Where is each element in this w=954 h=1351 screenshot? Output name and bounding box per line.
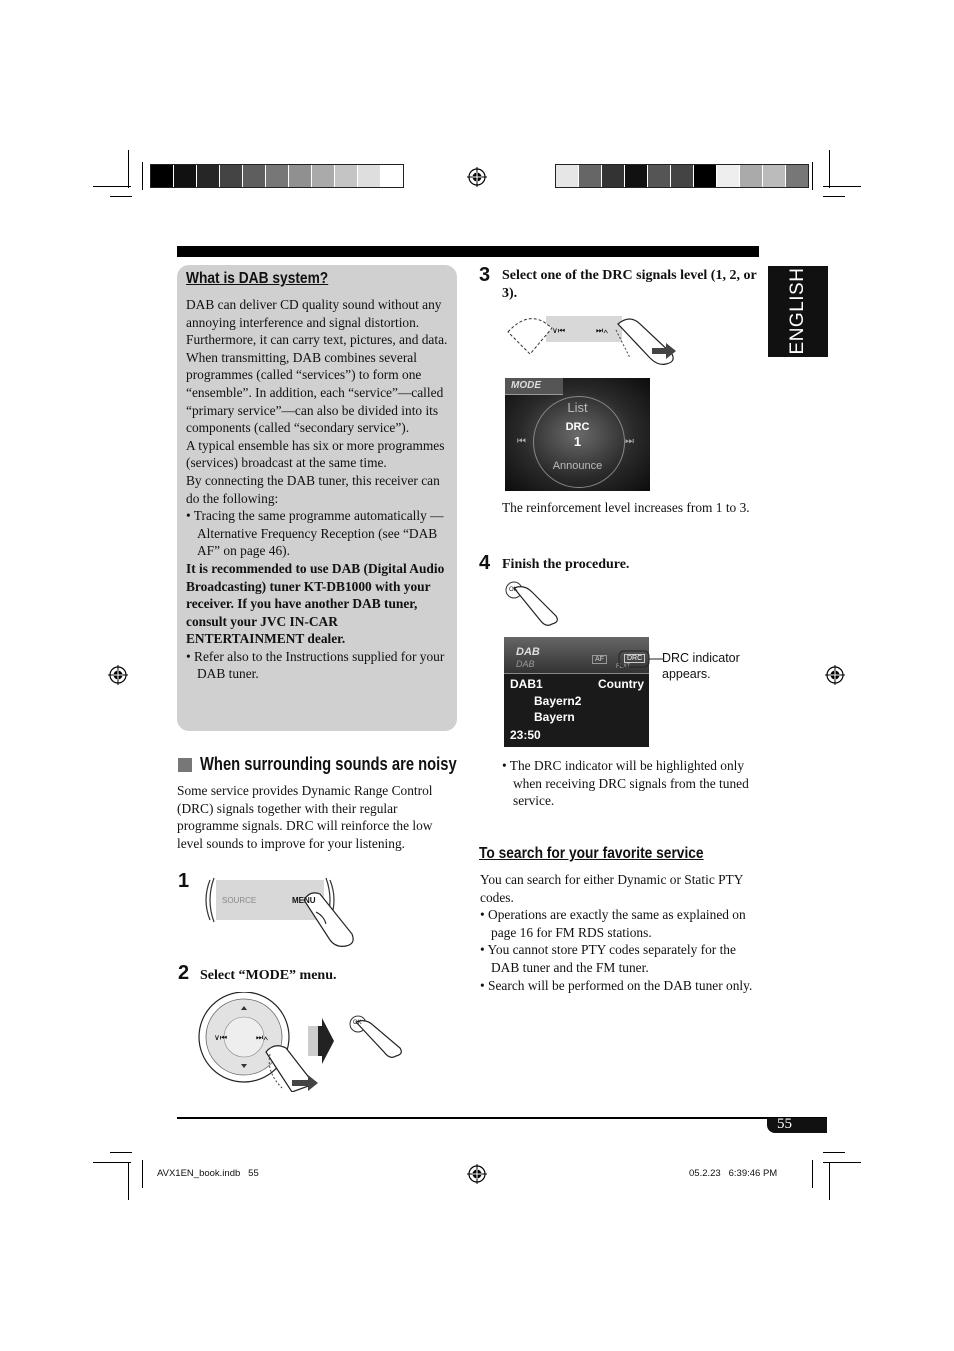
- skip-buttons-illustration: [500, 310, 690, 370]
- step-4-text: Finish the procedure.: [502, 557, 630, 572]
- step-2-number: 2: [178, 962, 190, 984]
- source-menu-button-illustration: [200, 872, 360, 952]
- source-button-label: SOURCE: [222, 896, 257, 905]
- mode-screen: [505, 378, 650, 491]
- menu-button-label: MENU: [292, 896, 316, 905]
- dab-box-title: What is DAB system?: [186, 270, 329, 287]
- crop-mark: [823, 1152, 845, 1153]
- dab-bullet: • Tracing the same programme automatically —Alternative Frequency Reception (see “DAB AF” on page 46).: [186, 508, 444, 559]
- search-title: To search for your favorite service: [479, 845, 704, 862]
- registration-mark: [467, 167, 487, 187]
- language-label: ENGLISH: [787, 267, 808, 355]
- dab-bold-note: It is recommended to use DAB (Digital Audio Broadcasting) tuner KT-DB1000 with your receiver. If you have another DAB tuner, consult your JVC IN-CAR ENTERTAINMENT dealer.: [186, 560, 445, 647]
- crop-mark: [128, 1162, 129, 1200]
- skip-back-icon: ⏮: [517, 436, 526, 447]
- search-bullet: • Search will be performed on the DAB tuner only.: [480, 977, 753, 993]
- callout-line: [617, 648, 667, 670]
- language-tab: [768, 266, 828, 357]
- control-dial-illustration: [196, 992, 416, 1092]
- crop-mark: [142, 1160, 143, 1188]
- section-title: When surrounding sounds are noisy: [200, 754, 457, 774]
- section-intro: Some service provides Dynamic Range Control (DRC) signals together with their regular programme signals. DRC will reinforce the low level sounds to improve for your listening.: [177, 783, 433, 851]
- header-bar: [177, 246, 759, 257]
- registration-mark: [467, 1164, 487, 1184]
- step-4-number: 4: [479, 552, 491, 574]
- crop-mark: [823, 186, 861, 187]
- dab-logo: DAB: [516, 646, 540, 658]
- crop-mark: [812, 162, 813, 190]
- mode-list-item: List: [567, 400, 588, 415]
- mode-announce-item: Announce: [552, 460, 603, 472]
- svg-text:∨⏮: ∨⏮: [214, 1033, 228, 1042]
- crop-mark: [812, 1160, 813, 1188]
- crop-mark: [93, 186, 131, 187]
- af-indicator: AF: [592, 655, 607, 664]
- drc-callout: DRC indicator appears.: [662, 651, 740, 681]
- dab-paragraph: A typical ensemble has six or more programmes (services) broadcast at the same time.: [186, 437, 445, 471]
- registration-mark: [825, 665, 845, 685]
- service-name-1: Bayern2: [534, 694, 582, 708]
- crop-mark: [128, 150, 129, 188]
- mode-drc-item: DRC: [565, 421, 590, 433]
- color-calibration-bar-left: [150, 164, 404, 188]
- section-square-icon: [178, 758, 192, 772]
- crop-mark: [823, 1162, 861, 1163]
- search-body: [480, 871, 756, 994]
- step-1-number: 1: [178, 870, 190, 892]
- dab-paragraph: By connecting the DAB tuner, this receiver can do the following:: [186, 472, 440, 506]
- footer-file: AVX1EN_book.indb 55: [157, 1168, 259, 1179]
- step-4-bullet: • The DRC indicator will be highlighted only when receiving DRC signals from the tuned service.: [502, 758, 749, 809]
- mode-label: MODE: [511, 380, 541, 391]
- clock: 23:50: [510, 728, 541, 742]
- dab-logo-secondary: DAB: [516, 659, 535, 669]
- pty-name: Country: [598, 677, 644, 691]
- step-3-number: 3: [479, 264, 491, 286]
- ensemble-name: DAB1: [510, 677, 543, 691]
- footer-date: 05.2.23 6:39:46 PM: [689, 1168, 778, 1179]
- color-calibration-bar-right: [555, 164, 809, 188]
- ok-button-label: OK: [353, 1020, 362, 1026]
- search-bullet: • Operations are exactly the same as explained on page 16 for FM RDS stations.: [480, 907, 746, 940]
- skip-forward-icon: ⏭: [625, 436, 634, 447]
- step-2-text: Select “MODE” menu.: [200, 968, 337, 983]
- crop-mark: [829, 150, 830, 188]
- drc-indicator: DRC: [624, 654, 645, 663]
- dab-bullet: • Refer also to the Instructions supplied for your DAB tuner.: [186, 648, 445, 682]
- page-number-tab: [767, 1118, 827, 1133]
- page-number: 55: [777, 1116, 792, 1132]
- crop-mark: [823, 196, 845, 197]
- crop-mark: [110, 1152, 132, 1153]
- svg-text:⏭∧: ⏭∧: [256, 1033, 269, 1042]
- footer-rule: [177, 1117, 827, 1119]
- mode-drc-level: 1: [573, 434, 582, 449]
- registration-mark: [108, 665, 128, 685]
- search-intro: You can search for either Dynamic or Static PTY codes.: [480, 872, 743, 905]
- step-3-note: The reinforcement level increases from 1 to 3.: [502, 500, 750, 515]
- search-bullet: • You cannot store PTY codes separately for the DAB tuner and the FM tuner.: [480, 942, 736, 975]
- ok-button-label: OK: [509, 587, 518, 593]
- crop-mark: [829, 1162, 830, 1200]
- ok-press-illustration: [500, 578, 570, 630]
- step-3-text: Select one of the DRC signals level (1, 2, or 3).: [502, 268, 757, 301]
- crop-mark: [142, 162, 143, 190]
- flat-indicator: FLAT: [616, 664, 631, 670]
- dab-box-body: [186, 296, 452, 683]
- service-name-2: Bayern: [534, 710, 575, 724]
- svg-text:∨⏮: ∨⏮: [552, 326, 566, 335]
- svg-text:⏭∧: ⏭∧: [596, 326, 609, 335]
- crop-mark: [110, 196, 132, 197]
- crop-mark: [93, 1162, 131, 1163]
- dab-paragraph: DAB can deliver CD quality sound without any annoying interference and signal distortion. Furthermore, it can carry text, pictures, and data. When transmitting, DAB combines several programmes (called “services”) to form one “ensemble”. In addition, each “service”—called “primary service”—can also be divided into its components (called “secondary service”).: [186, 297, 448, 436]
